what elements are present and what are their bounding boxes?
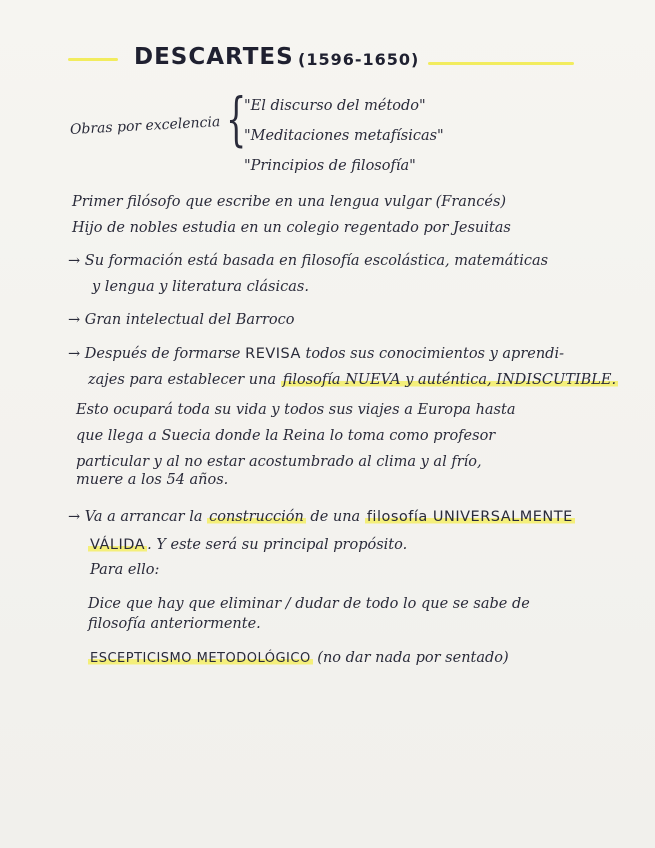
highlight-escepticismo: ESCEPTICISMO METODOLÓGICO — [90, 651, 311, 666]
bullet-revisa-text-a: → Después de formarse — [68, 346, 246, 362]
work-item-2: "Meditaciones metafísicas" — [244, 128, 444, 144]
section-construction-line-2 — [88, 535, 407, 555]
highlight-construccion: construcción — [209, 509, 304, 525]
intro-line-2: Hijo de nobles estudia en un colegio regentado por Jesuitas — [72, 220, 511, 236]
bullet-revisa-line-1 — [68, 344, 564, 364]
bullet-revisa-line-2 — [88, 370, 618, 390]
bullet-baroque: → Gran intelectual del Barroco — [68, 312, 295, 328]
bullet-revisa-line-3: Esto ocupará toda su vida y todos sus viajes a Europa hasta — [76, 402, 516, 418]
section-esceptismo — [88, 648, 509, 669]
intro-line-1: Primer filósofo que escribe en una lengua vulgar (Francés) — [72, 194, 507, 210]
works-brace: { — [226, 85, 247, 153]
page-title: DESCARTES — [134, 44, 294, 70]
bullet-revisa-line-6: muere a los 54 años. — [76, 472, 229, 488]
highlight-nueva-autentica: filosofía NUEVA y auténtica, INDISCUTIBLE. — [282, 372, 617, 388]
works-label: Obras por excelencia — [69, 114, 221, 138]
construction-text-a: → Va a arrancar la — [68, 509, 208, 525]
title-dates: (1596-1650) — [298, 50, 420, 69]
highlight-universal: filosofía UNIVERSALMENTE — [366, 509, 573, 525]
bullet-revisa-line-5: particular y al no estar acostumbrado al clima y al frío, — [76, 454, 482, 470]
bullet-formation-line-1: → Su formación está basada en filosofía escolástica, matemáticas — [68, 253, 549, 269]
bullet-formation-line-2: y lengua y literatura clásicas. — [92, 279, 309, 295]
work-item-1: "El discurso del método" — [244, 98, 426, 114]
bullet-revisa-line-4: que llega a Suecia donde la Reina lo toma como profesor — [76, 428, 496, 444]
section-para-ello: Para ello: — [90, 562, 160, 578]
work-item-3: "Principios de filosofía" — [244, 158, 416, 174]
title-rule-right — [428, 62, 574, 65]
section-dudar-line-2: filosofía anteriormente. — [88, 616, 261, 632]
escepticismo-note: (no dar nada por sentado) — [312, 650, 509, 666]
section-construction-line-1 — [68, 507, 575, 527]
bullet-revisa-text-b: todos sus conocimientos y aprendi- — [300, 346, 564, 362]
highlight-valida: VÁLIDA — [90, 537, 146, 553]
bullet-revisa-caps: REVISA — [245, 346, 301, 362]
bullet-revisa-line-2-text: zajes para establecer una — [88, 372, 281, 388]
construction-line-2-text: . Y este será su principal propósito. — [147, 537, 408, 553]
title-rule-left — [68, 58, 118, 61]
section-dudar-line-1: Dice que hay que eliminar / dudar de todo lo que se sabe de — [88, 596, 530, 612]
construction-text-b: de una — [305, 509, 365, 525]
